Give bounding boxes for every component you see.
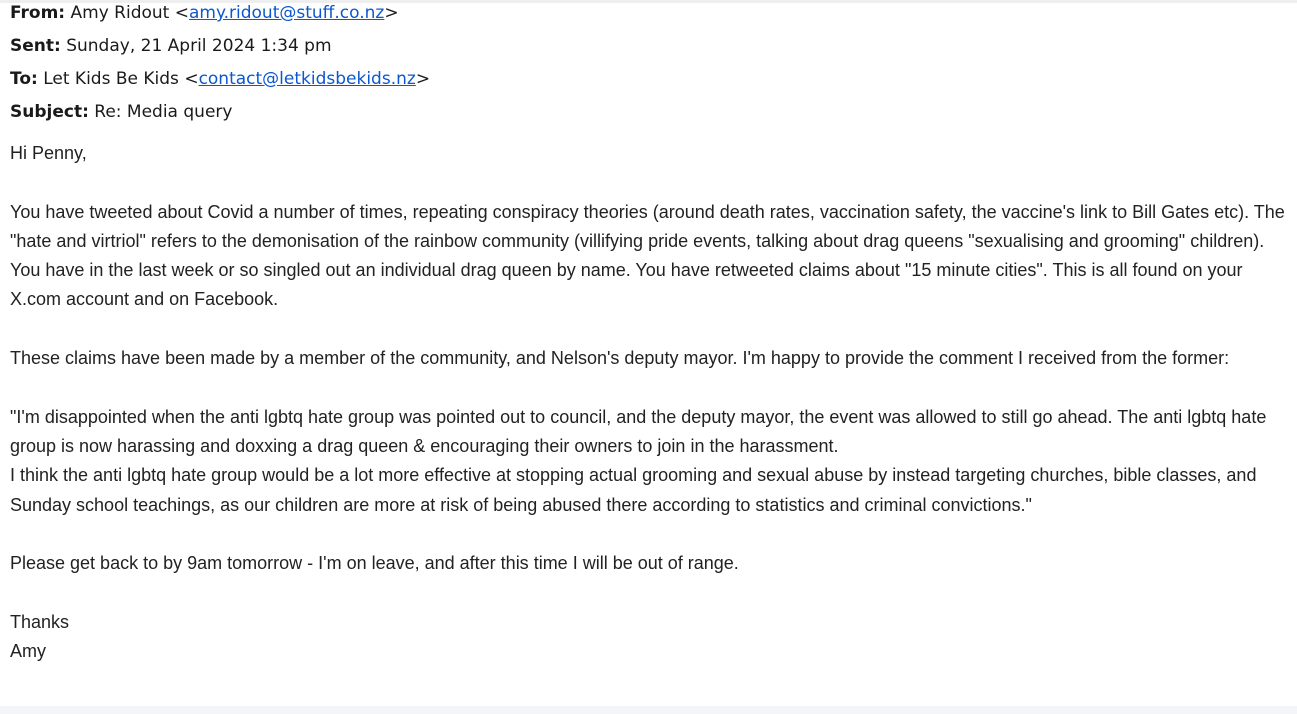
to-email-link[interactable]: contact@letkidsbekids.nz (198, 69, 416, 89)
email-body (10, 139, 1290, 666)
to-bracket-open: < (184, 69, 199, 89)
from-bracket-close: > (384, 3, 399, 23)
greeting: Hi Penny, (10, 143, 87, 163)
subject-value: Re: Media query (94, 102, 233, 122)
from-email-link[interactable]: amy.ridout@stuff.co.nz (189, 3, 385, 23)
from-row (10, 0, 1290, 30)
email-message (10, 0, 1290, 666)
from-label: From: (10, 3, 66, 23)
sent-row (10, 30, 1290, 63)
sent-label: Sent: (10, 36, 61, 56)
to-row (10, 63, 1290, 96)
quote-line-1: "I'm disappointed when the anti lgbtq hate group was pointed out to council, and the deputy mayor, the event was allowed to still go ahead. The anti lgbtq hate group is now harassing and doxxing a drag queen & encouraging their owners to join in the harassment. (10, 406, 1267, 456)
body-paragraph-3: Please get back to by 9am tomorrow - I'm on leave, and after this time I will be out of range. (10, 553, 739, 574)
bottom-edge (0, 706, 1297, 714)
signature: Amy (10, 641, 46, 662)
from-bracket-open: < (174, 3, 189, 23)
body-paragraph-1: You have tweeted about Covid a number of times, repeating conspiracy theories (around death rates, vaccination safety, the vaccine's link to Bill Gates etc). The "hate and virtriol" refers to the demonisation of the rainbow community (villifying pride events, talking about drag queens "sexualising and grooming" children). You have in the last week or so singled out an individual drag queen by name. You have retweeted claims about "15 minute cities". This is all found on your X.com account and on Facebook. (10, 201, 1285, 310)
quote-line-2: I think the anti lgbtq hate group would be a lot more effective at stopping actual grooming and sexual abuse by instead targeting churches, bible classes, and Sunday school teachings, as our children are more at risk of being abused there according to statistics and criminal convictions." (10, 465, 1257, 515)
body-paragraph-2: These claims have been made by a member of the community, and Nelson's deputy mayor. I'm happy to provide the comment I received from the former: (10, 348, 1230, 369)
subject-row (10, 96, 1290, 129)
sent-value: Sunday, 21 April 2024 1:34 pm (66, 36, 332, 56)
from-name: Amy Ridout (70, 3, 170, 23)
signoff: Thanks (10, 611, 70, 632)
to-name: Let Kids Be Kids (43, 69, 179, 89)
to-bracket-close: > (415, 69, 431, 89)
subject-label: Subject: (10, 102, 89, 122)
to-label: To: (10, 69, 38, 89)
email-headers (10, 0, 1290, 129)
